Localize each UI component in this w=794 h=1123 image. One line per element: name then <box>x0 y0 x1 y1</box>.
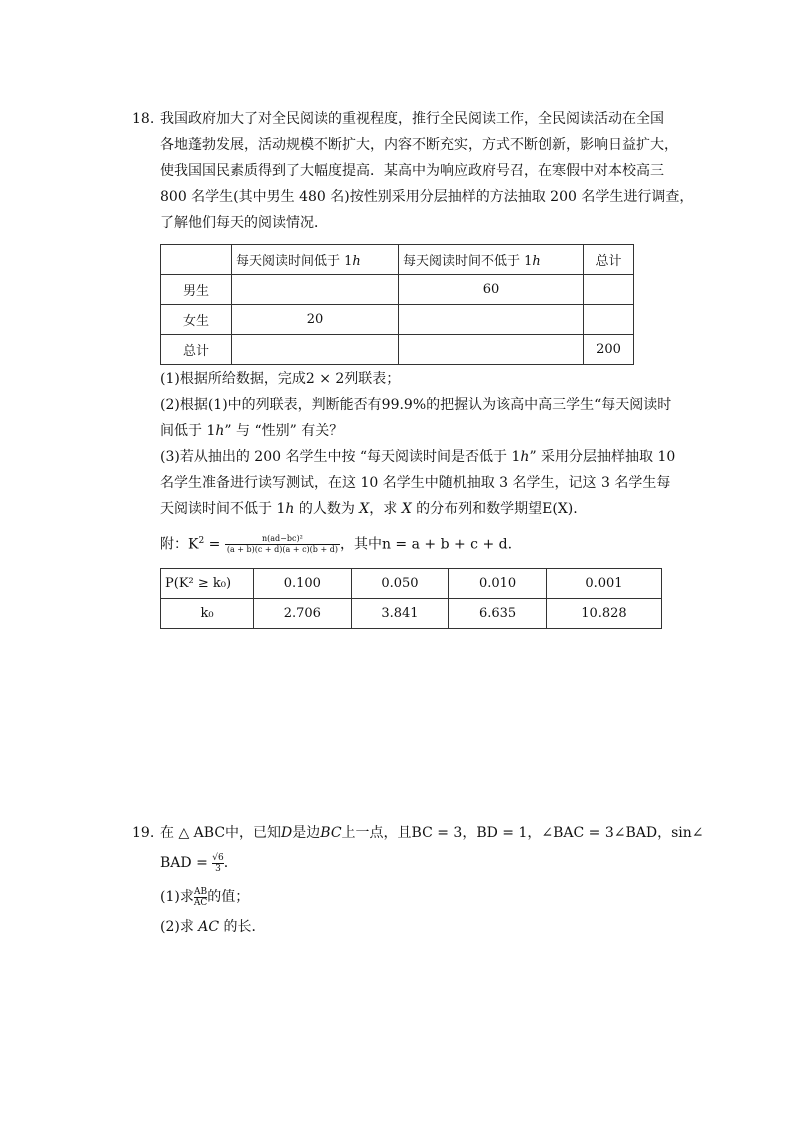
sub-question-3-cont: 名学生准备进行读写测试，在这 10 名学生中随机抽取 3 名学生，记这 3 名学生每 <box>160 475 671 491</box>
table-cell <box>161 245 232 275</box>
table-cell: P(K² ≥ k₀) <box>161 569 254 599</box>
table-row <box>161 245 634 275</box>
table-cell: 6.635 <box>449 599 547 629</box>
stem-line: 800 名学生(其中男生 480 名)按性别采用分层抽样的方法抽取 200 名学生进行调查， <box>160 189 694 205</box>
table-cell: 0.001 <box>546 569 661 599</box>
stem-line: BAD = $\frac{√6}{3}$. <box>160 852 229 874</box>
ab-over-ac: $\frac{AB}{AC}$ <box>193 886 208 908</box>
sub-question-2: (2)求 AC 的长． <box>160 919 266 935</box>
table-cell <box>584 275 634 305</box>
table-cell: 女生 <box>161 305 232 335</box>
critical-value-table-wrap <box>132 568 662 629</box>
table-cell: 男生 <box>161 275 232 305</box>
question-stem <box>160 106 694 236</box>
sub-question-2-cont: 间低于 1h” 与 “性别” 有关？ <box>160 423 344 439</box>
stem-line: 我国政府加大了对全民阅读的重视程度，推行全民阅读工作，全民阅读活动在全国 <box>160 111 664 127</box>
question-18 <box>132 106 694 236</box>
table-cell: 200 <box>584 335 634 365</box>
formula-note: 附：$K^2$ = $\frac{\text{n(ad−bc)²}}{(a + b)(c + d)(a + c)(b + d)}$ ，其中n = a + b + c + d. <box>160 534 513 555</box>
table-cell: k₀ <box>161 599 254 629</box>
table-cell <box>399 305 584 335</box>
stem-line: 在 △ ABC中，已知D是边BC上一点，且BC = 3，BD = 1，∠BAC = 3∠BAD，sin∠ <box>160 825 704 841</box>
sub-questions <box>132 366 692 558</box>
sub-question-1: (1)求 $\frac{AB}{AC}$的值； <box>160 886 250 908</box>
contingency-table-wrap <box>132 244 634 365</box>
table-cell <box>584 305 634 335</box>
table-row <box>161 275 634 305</box>
table-cell: 总计 <box>161 335 232 365</box>
table-row <box>161 569 662 599</box>
table-cell: 0.010 <box>449 569 547 599</box>
sub-question-2: (2)根据(1)中的列联表，判断能否有99.9%的把握认为该高中高三学生“每天阅读时 <box>160 397 672 413</box>
sub-question-3: (3)若从抽出的 200 名学生中按 “每天阅读时间是否低于 1h” 采用分层抽样抽取 10 <box>160 449 676 465</box>
table-cell: 3.841 <box>351 599 449 629</box>
critical-value-table <box>160 568 662 629</box>
stem-line: 了解他们每天的阅读情况． <box>160 215 328 231</box>
table-cell: 20 <box>232 305 399 335</box>
k2-formula: $\frac{\text{n(ad−bc)²}}{(a + b)(c + d)(a + c)(b + d)}$ <box>226 534 338 555</box>
table-row <box>161 305 634 335</box>
table-cell <box>232 335 399 365</box>
contingency-table <box>160 244 634 365</box>
stem-line: 使我国国民素质得到了大幅度提高．某高中为响应政府号召，在寒假中对本校高三 <box>160 163 664 179</box>
question-stem <box>160 820 704 940</box>
table-cell: 0.050 <box>351 569 449 599</box>
table-row <box>161 599 662 629</box>
table-cell: 60 <box>399 275 584 305</box>
table-cell <box>399 335 584 365</box>
question-number: 18. <box>132 111 155 127</box>
table-cell <box>232 275 399 305</box>
question-number: 19. <box>132 825 155 841</box>
table-cell: 0.100 <box>254 569 352 599</box>
table-header: 每天阅读时间低于 1h <box>232 245 399 275</box>
table-cell: 10.828 <box>546 599 661 629</box>
sub-question-3-cont: 天阅读时间不低于 1h 的人数为 X，求 X 的分布列和数学期望E(X). <box>160 501 578 517</box>
sqrt6-over-3: $\frac{√6}{3}$ <box>212 852 224 874</box>
table-header: 总计 <box>584 245 634 275</box>
question-19 <box>132 820 704 940</box>
table-header: 每天阅读时间不低于 1h <box>399 245 584 275</box>
table-cell: 2.706 <box>254 599 352 629</box>
stem-line: 各地蓬勃发展，活动规模不断扩大，内容不断充实，方式不断创新，影响日益扩大， <box>160 137 678 153</box>
table-row <box>161 335 634 365</box>
sub-question-1: (1)根据所给数据，完成2 × 2列联表； <box>160 371 401 387</box>
